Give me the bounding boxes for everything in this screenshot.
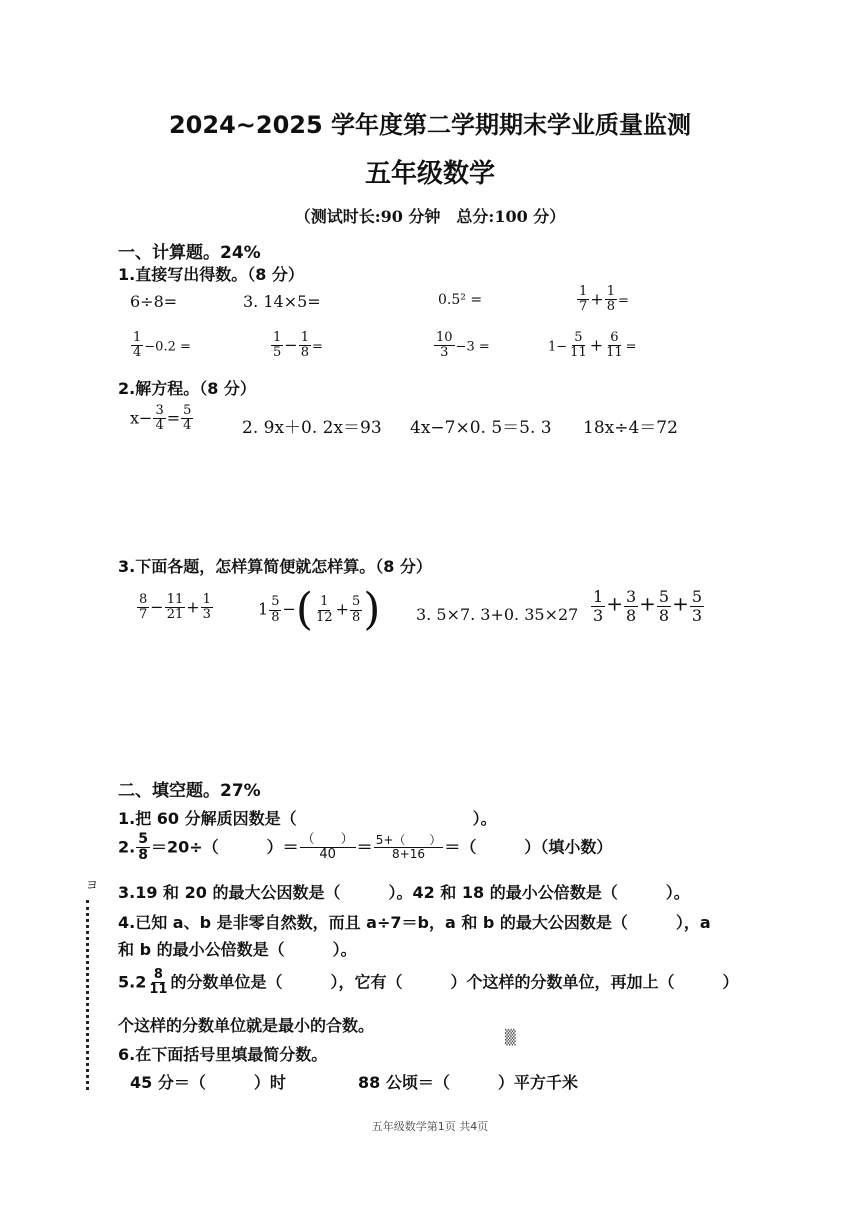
page-footer: 五年级数学第1页 共4页 xyxy=(371,1120,489,1133)
section1-title: 一、计算题。24% xyxy=(118,243,261,263)
q1-item-7: $\frac{10}{3}$ −3 = xyxy=(436,330,490,361)
s2-q3: 3.19 和 20 的最大公因数是（ ）。42 和 18 的最小公倍数是（ ）。 xyxy=(118,883,690,902)
q2-item-4: 18x÷4＝72 xyxy=(583,418,678,438)
s2-q6-b: 88 公顷＝（ ）平方千米 xyxy=(358,1073,578,1092)
s2-q5-line2: 个这样的分数单位就是最小的合数。 xyxy=(118,1016,375,1035)
q1-item-3: 0.5² = xyxy=(438,292,483,308)
q2-item-2: 2. 9x＋0. 2x＝93 xyxy=(242,418,382,438)
q1-item-1: 6÷8= xyxy=(130,292,178,311)
q1-title: 1.直接写出得数。（8 分） xyxy=(118,265,304,284)
s2-q6: 6.在下面括号里填最简分数。 xyxy=(118,1045,328,1064)
s2-q2: 2. $\frac{5}{8}$ ＝20÷（ ）＝ $\frac{( )}{40}$ ＝ $\frac{5+( )}{8+16}$ ＝（ ）（填小数） xyxy=(118,831,613,864)
q2-item-3: 4x−7×0. 5＝5. 3 xyxy=(410,418,552,438)
q1-item-2: 3. 14×5= xyxy=(243,292,321,311)
q2-item-1: x− $\frac{3}{4}$ = $\frac{5}{4}$ xyxy=(130,403,192,434)
q3-item-4: $\frac{1}{3}$ + $\frac{3}{8}$ + $\frac{5}{8}$ + $\frac{5}{3}$ xyxy=(593,587,703,625)
binding-line xyxy=(86,900,89,1090)
exam-title: 2024~2025 学年度第二学期期末学业质量监测 xyxy=(168,111,692,139)
s2-q4-line1: 4.已知 a、b 是非零自然数，而且 a÷7＝b，a 和 b 的最大公因数是（ ），a xyxy=(118,913,711,932)
q1-item-4: $\frac{1}{7}$ + $\frac{1}{8}$ = xyxy=(579,284,629,315)
q3-title: 3.下面各题，怎样算简便就怎样算。（8 分） xyxy=(118,557,432,576)
q1-item-5: $\frac{1}{4}$ −0.2 = xyxy=(133,330,191,361)
q1-item-8: 1− $\frac{5}{11}$ + $\frac{6}{11}$ = xyxy=(548,330,637,361)
exam-info: （测试时长:90 分钟 总分:100 分） xyxy=(294,207,566,226)
section2-title: 二、填空题。27% xyxy=(118,781,261,801)
q1-item-6: $\frac{1}{5}$ − $\frac{1}{8}$ = xyxy=(273,330,323,361)
margin-mark: ヨ xyxy=(86,878,99,892)
q3-item-1: $\frac{8}{7}$ − $\frac{11}{21}$ + $\frac{1}{3}$ xyxy=(139,592,211,623)
q3-item-3: 3. 5×7. 3+0. 35×27 xyxy=(416,605,579,624)
s2-q6-a: 45 分＝（ ）时 xyxy=(130,1073,286,1092)
scan-smudge: ▒ xyxy=(505,1030,516,1046)
q2-title: 2.解方程。（8 分） xyxy=(118,379,256,398)
s2-q4-line2: 和 b 的最小公倍数是（ ）。 xyxy=(118,940,357,959)
s2-q5-line1: 5.2 $\frac{8}{11}$ 的分数单位是（ ），它有（ ）个这样的分数单位，再加上（ ） xyxy=(118,967,739,998)
q3-item-2: 1 $\frac{5}{8}$ −( $\frac{1}{12}$ + $\frac{5}{8}$ ) xyxy=(258,584,381,635)
exam-subject: 五年级数学 xyxy=(364,159,495,189)
s2-q1: 1.把 60 分解质因数是（ ）。 xyxy=(118,809,497,828)
